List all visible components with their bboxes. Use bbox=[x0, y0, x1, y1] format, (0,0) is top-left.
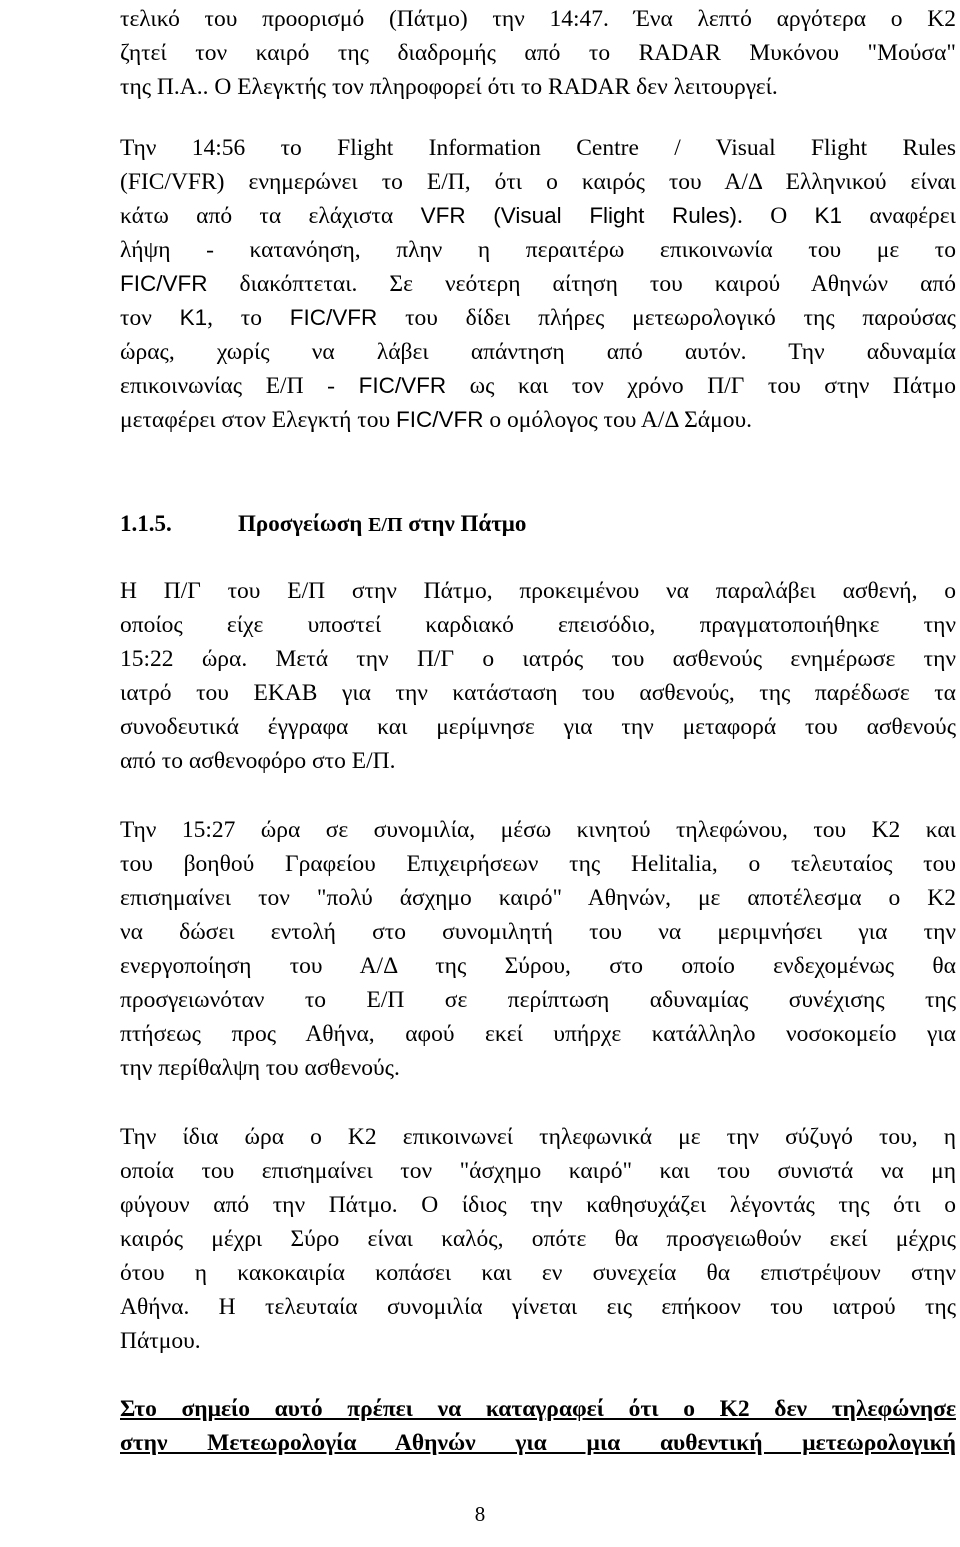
text-line: ιατρό του ΕΚΑΒ για την κατάσταση του ασθενούς, της παρέδωσε τα bbox=[120, 680, 956, 706]
text-line: FIC/VFR διακόπτεται. Σε νεότερη αίτηση του καιρού Αθηνών από bbox=[120, 271, 956, 297]
text-line: 15:22 ώρα. Μετά την Π/Γ ο ιατρός του ασθενούς ενημέρωσε την bbox=[120, 646, 956, 672]
text-line: ότου η κακοκαιρία κοπάσει και εν συνεχεία θα επιστρέψουν στην bbox=[120, 1260, 956, 1286]
text-line: επικοινωνίας Ε/Π - FIC/VFR ως και τον χρόνο Π/Γ του στην Πάτμο bbox=[120, 373, 956, 399]
section-title-part: στην Πάτμο bbox=[402, 511, 527, 536]
text-line: (FIC/VFR) ενημερώνει το Ε/Π, ότι ο καιρός του Α/Δ Ελληνικού είναι bbox=[120, 169, 956, 195]
text-line: οποίος είχε υποστεί καρδιακό επεισόδιο, πραγματοποιήθηκε την bbox=[120, 612, 956, 638]
text-run: Κ1 bbox=[814, 203, 843, 228]
text-line: προσγειωνόταν το Ε/Π σε περίπτωση αδυναμίας συνέχισης της bbox=[120, 987, 956, 1013]
text-line: Την 15:27 ώρα σε συνομιλία, μέσω κινητού τηλεφώνου, του Κ2 και bbox=[120, 817, 956, 843]
text-line: ενεργοποίηση του Α/Δ της Σύρου, στο οποίο ενδεχομένως θα bbox=[120, 953, 956, 979]
paragraph-fic-vfr bbox=[120, 131, 956, 437]
page-number: 8 bbox=[474, 1502, 486, 1526]
text-line: τον Κ1, το FIC/VFR του δίδει πλήρες μετεωρολογικό της παρούσας bbox=[120, 305, 956, 331]
paragraph-note-bold bbox=[120, 1392, 956, 1460]
paragraph-landing bbox=[120, 574, 956, 778]
text-run: VFR (Visual Flight Rules) bbox=[420, 203, 738, 228]
section-heading bbox=[120, 511, 526, 537]
text-line: οποία του επισημαίνει τον "άσχημο καιρό" και του συνιστά να μη bbox=[120, 1158, 956, 1184]
text-line: τελικό του προορισμό (Πάτμο) την 14:47. Ένα λεπτό αργότερα ο Κ2 bbox=[120, 6, 956, 32]
text-line: ζητεί τον καιρό της διαδρομής από το RADAR Μυκόνου "Μούσα" bbox=[120, 40, 956, 66]
text-line: επισημαίνει τον "πολύ άσχημο καιρό" Αθηνών, με αποτέλεσμα ο Κ2 bbox=[120, 885, 956, 911]
text-run: Κ1 bbox=[179, 305, 208, 330]
text-run: FIC/VFR bbox=[395, 407, 484, 432]
section-title-part: Προσγείωση bbox=[238, 511, 369, 536]
text-line: Την 14:56 το Flight Information Centre / Visual Flight Rules bbox=[120, 135, 956, 161]
text-run: FIC/VFR bbox=[358, 373, 447, 398]
text-line: κάτω από τα ελάχιστα VFR (Visual Flight Rules). Ο Κ1 αναφέρει bbox=[120, 203, 956, 229]
text-line: Πάτμου. bbox=[120, 1328, 201, 1354]
text-line: του βοηθού Γραφείου Επιχειρήσεων της Helitalia, ο τελευταίος του bbox=[120, 851, 956, 877]
text-line: να δώσει εντολή στο συνομιλητή του να μεριμνήσει για την bbox=[120, 919, 956, 945]
text-line: από το ασθενοφόρο στο Ε/Π. bbox=[120, 748, 396, 774]
text-line: στην Μετεωρολογία Αθηνών για μια αυθεντική μετεωρολογική bbox=[120, 1430, 956, 1456]
text-line: Η Π/Γ του Ε/Π στην Πάτμο, προκειμένου να παραλάβει ασθενή, ο bbox=[120, 578, 956, 604]
text-line: ώρας, χωρίς να λάβει απάντηση από αυτόν. Την αδυναμία bbox=[120, 339, 956, 365]
text-line: λήψη - κατανόηση, πλην η περαιτέρω επικοινωνία του με το bbox=[120, 237, 956, 263]
paragraph-continuation bbox=[120, 2, 956, 104]
text-line: καιρός μέχρι Σύρο είναι καλός, οπότε θα προσγειωθούν εκεί μέχρις bbox=[120, 1226, 956, 1252]
text-line: Την ίδια ώρα ο Κ2 επικοινωνεί τηλεφωνικά με την σύζυγό του, η bbox=[120, 1124, 956, 1150]
text-line: Στο σημείο αυτό πρέπει να καταγραφεί ότι ο Κ2 δεν τηλεφώνησε bbox=[120, 1396, 956, 1422]
text-line: πτήσεως προς Αθήνα, αφού εκεί υπήρχε κατάλληλο νοσοκομείο για bbox=[120, 1021, 956, 1047]
section-title-part: Ε/Π bbox=[368, 514, 403, 536]
section-number: 1.1.5. bbox=[120, 511, 172, 536]
paragraph-phone-call bbox=[120, 813, 956, 1085]
text-run: FIC/VFR bbox=[120, 271, 208, 296]
text-line: Αθήνα. Η τελευταία συνομιλία γίνεται εις επήκοον του ιατρού της bbox=[120, 1294, 956, 1320]
text-run: FIC/VFR bbox=[289, 305, 378, 330]
text-line: της Π.Α.. Ο Ελεγκτής τον πληροφορεί ότι το RADAR δεν λειτουργεί. bbox=[120, 74, 778, 100]
text-line: φύγουν από την Πάτμο. Ο ίδιος την καθησυχάζει λέγοντάς της ότι ο bbox=[120, 1192, 956, 1218]
paragraph-spouse-call bbox=[120, 1120, 956, 1358]
text-line: συνοδευτικά έγγραφα και μερίμνησε για την μεταφορά του ασθενούς bbox=[120, 714, 956, 740]
text-line: την περίθαλψη του ασθενούς. bbox=[120, 1055, 400, 1081]
text-line: μεταφέρει στον Ελεγκτή του FIC/VFR ο ομόλογος του Α/Δ Σάμου. bbox=[120, 407, 752, 433]
